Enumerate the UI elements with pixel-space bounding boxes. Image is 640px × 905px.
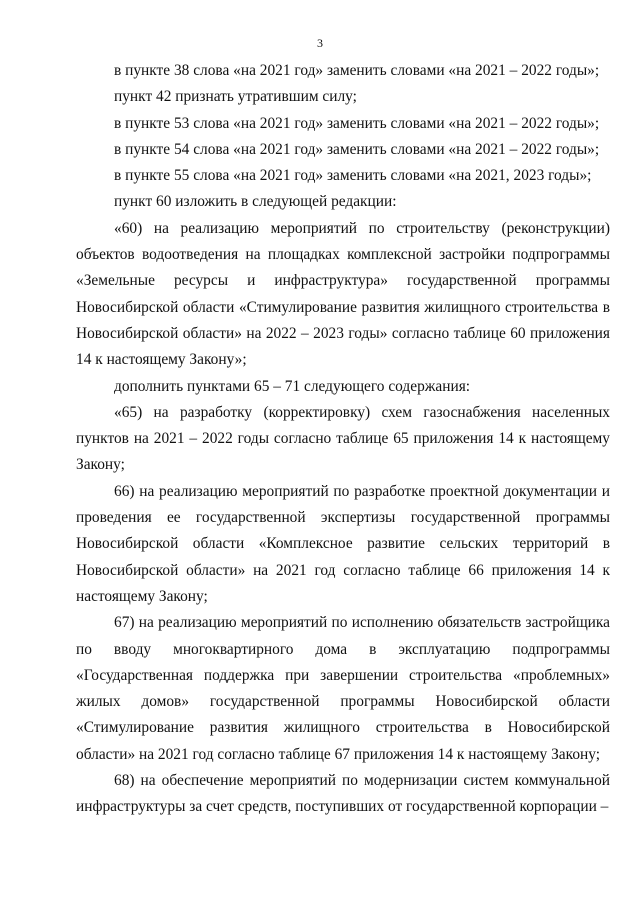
paragraph-item-68: 68) на обеспечение мероприятий по модернизации систем коммунальной инфраструктуры за счет средств, поступивших от государственной корпорации – (76, 772, 610, 816)
paragraph-repeal-42: пункт 42 признать утратившим силу; (114, 88, 357, 106)
paragraph-item-66: 66) на реализацию мероприятий по разработке проектной документации и проведения ее государственной экспертизы государственной программы Новосибирской области «Комплексное развитие сельских территорий в Новосибирской области» на 2021 год согласно таблице 66 приложения 14 к настоящему Закону; (76, 482, 610, 605)
paragraph-item-65: «65) на разработку (корректировку) схем газоснабжения населенных пунктов на 2021 – 2022 годы согласно таблице 65 приложения 14 к настоящему Закону; (76, 403, 610, 474)
paragraph-add-65-71-intro: дополнить пунктами 65 – 71 следующего содержания: (114, 377, 471, 395)
paragraph-amend-55: в пункте 55 слова «на 2021 год» заменить словами «на 2021, 2023 годы»; (114, 167, 592, 185)
paragraph-restate-60-intro: пункт 60 изложить в следующей редакции: (114, 193, 397, 211)
paragraph-amend-54: в пункте 54 слова «на 2021 год» заменить словами «на 2021 – 2022 годы»; (114, 140, 600, 158)
paragraph-item-67: 67) на реализацию мероприятий по исполнению обязательств застройщика по вводу многоквартирного дома в эксплуатацию подпрограммы «Государственная поддержка при завершении строительства «проблемных» жилых домов» государственной программы Новосибирской области «Стимулирование развития жилищного строительства в Новосибирской области» на 2021 год согласно таблице 67 приложения 14 к настоящему Закону; (76, 614, 610, 763)
paragraph-amend-38: в пункте 38 слова «на 2021 год» заменить словами «на 2021 – 2022 годы»; (114, 62, 600, 79)
page-number: 3 (317, 36, 323, 50)
paragraph-item-60: «60) на реализацию мероприятий по строительству (реконструкции) объектов водоотведения на площадках комплексной застройки подпрограммы «Земельные ресурсы и инфраструктура» государственной программы Новосибирской области «Стимулирование развития жилищного строительства в Новосибирской области» на 2022 – 2023 годы» согласно таблице 60 приложения 14 к настоящему Закону»; (76, 219, 610, 369)
document-body (76, 58, 610, 821)
paragraph-amend-53: в пункте 53 слова «на 2021 год» заменить словами «на 2021 – 2022 годы»; (114, 114, 600, 132)
